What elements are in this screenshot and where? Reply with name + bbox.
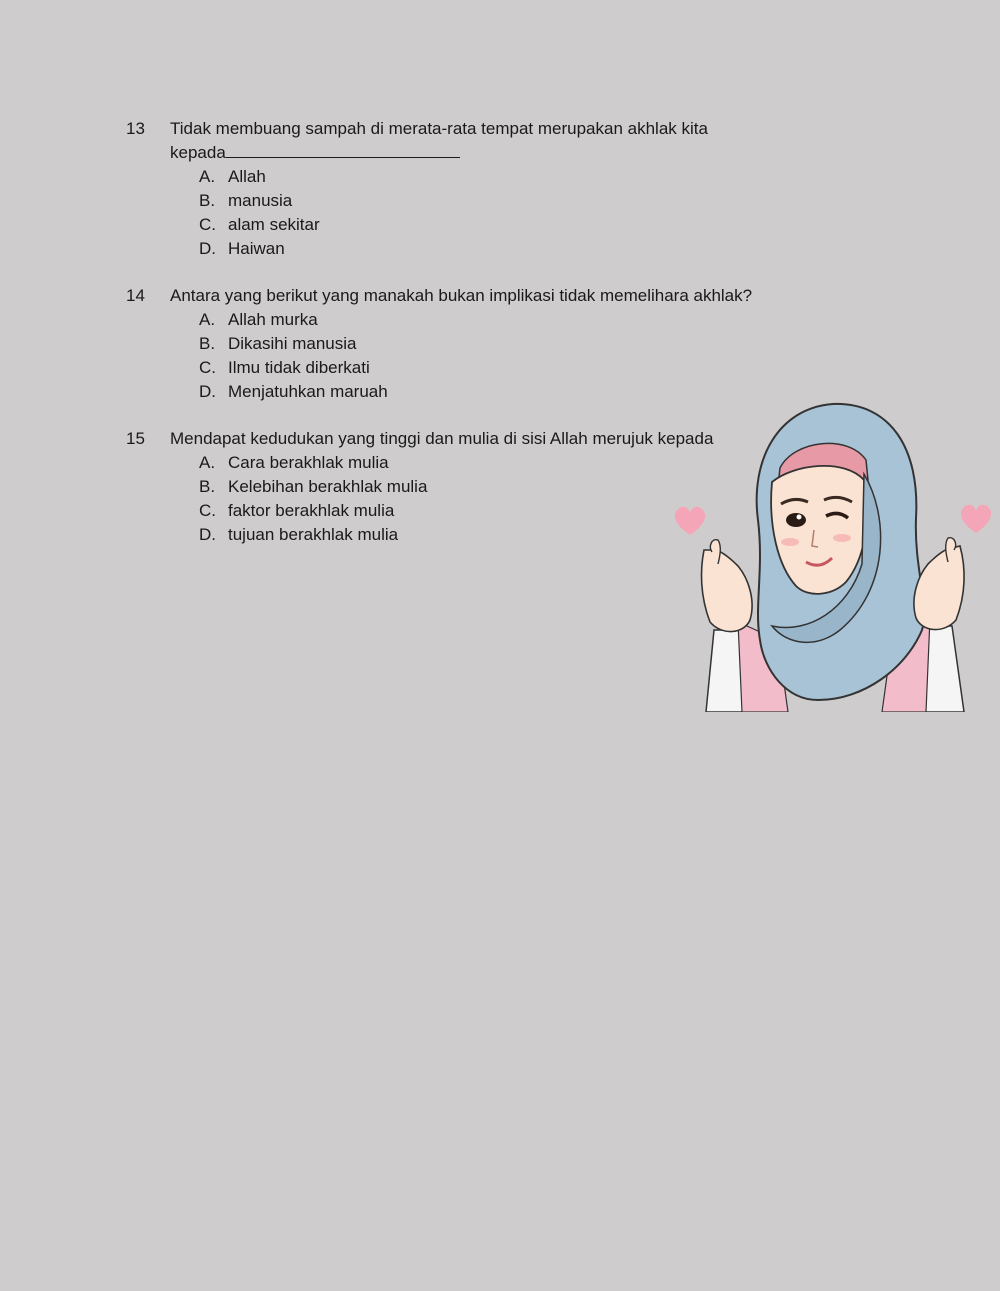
option-text: alam sekitar	[228, 215, 320, 234]
option-letter: A.	[199, 453, 216, 472]
option-c[interactable]	[199, 356, 752, 380]
option-b[interactable]	[199, 475, 713, 499]
option-a[interactable]	[199, 451, 713, 475]
question-text-line-2: kepada	[170, 143, 226, 162]
question-13	[126, 117, 708, 261]
option-c[interactable]	[199, 213, 708, 237]
left-hand	[702, 550, 753, 632]
option-letter: C.	[199, 358, 216, 377]
blush-left	[781, 538, 799, 546]
right-hand	[914, 546, 964, 630]
option-text: Dikasihi manusia	[228, 334, 357, 353]
option-letter: D.	[199, 382, 216, 401]
option-text: Allah	[228, 167, 266, 186]
question-text	[170, 117, 708, 165]
option-text: Haiwan	[228, 239, 285, 258]
option-letter: B.	[199, 191, 216, 210]
option-text: Cara berakhlak mulia	[228, 453, 389, 472]
heart-right-icon	[961, 505, 991, 533]
option-text: tujuan berakhlak mulia	[228, 525, 399, 544]
question-15	[126, 427, 713, 547]
question-text: Mendapat kedudukan yang tinggi dan mulia di sisi Allah merujuk kepada	[170, 429, 714, 448]
heart-left-icon	[675, 507, 705, 535]
question-text: Antara yang berikut yang manakah bukan implikasi tidak memelihara akhlak?	[170, 286, 753, 305]
question-number: 15	[126, 429, 145, 448]
option-text: Menjatuhkan maruah	[228, 382, 388, 401]
question-text-line: Tidak membuang sampah di merata-rata tempat merupakan akhlak kita	[170, 119, 708, 138]
question-14	[126, 284, 752, 404]
option-text: Kelebihan berakhlak mulia	[228, 477, 428, 496]
option-text: Ilmu tidak diberkati	[228, 358, 370, 377]
eye-left-highlight	[797, 515, 802, 520]
option-letter: C.	[199, 501, 216, 520]
eye-left	[786, 513, 806, 527]
question-number: 14	[126, 286, 145, 305]
option-text: manusia	[228, 191, 293, 210]
blush-right	[833, 534, 851, 542]
option-letter: A.	[199, 167, 216, 186]
option-letter: B.	[199, 334, 216, 353]
option-letter: D.	[199, 239, 216, 258]
option-a[interactable]	[199, 165, 708, 189]
answer-blank	[226, 142, 460, 158]
option-letter: C.	[199, 215, 216, 234]
option-text: faktor berakhlak mulia	[228, 501, 395, 520]
question-text-line	[170, 141, 708, 165]
options-list	[199, 165, 708, 261]
option-d[interactable]	[199, 523, 713, 547]
options-list	[199, 308, 752, 404]
option-a[interactable]	[199, 308, 752, 332]
hijab-girl-finger-heart-icon	[668, 400, 998, 712]
option-letter: B.	[199, 477, 216, 496]
option-letter: D.	[199, 525, 216, 544]
option-text: Allah murka	[228, 310, 318, 329]
options-list	[199, 451, 713, 547]
option-b[interactable]	[199, 332, 752, 356]
question-number: 13	[126, 119, 145, 138]
option-d[interactable]	[199, 237, 708, 261]
option-letter: A.	[199, 310, 216, 329]
option-c[interactable]	[199, 499, 713, 523]
option-b[interactable]	[199, 189, 708, 213]
